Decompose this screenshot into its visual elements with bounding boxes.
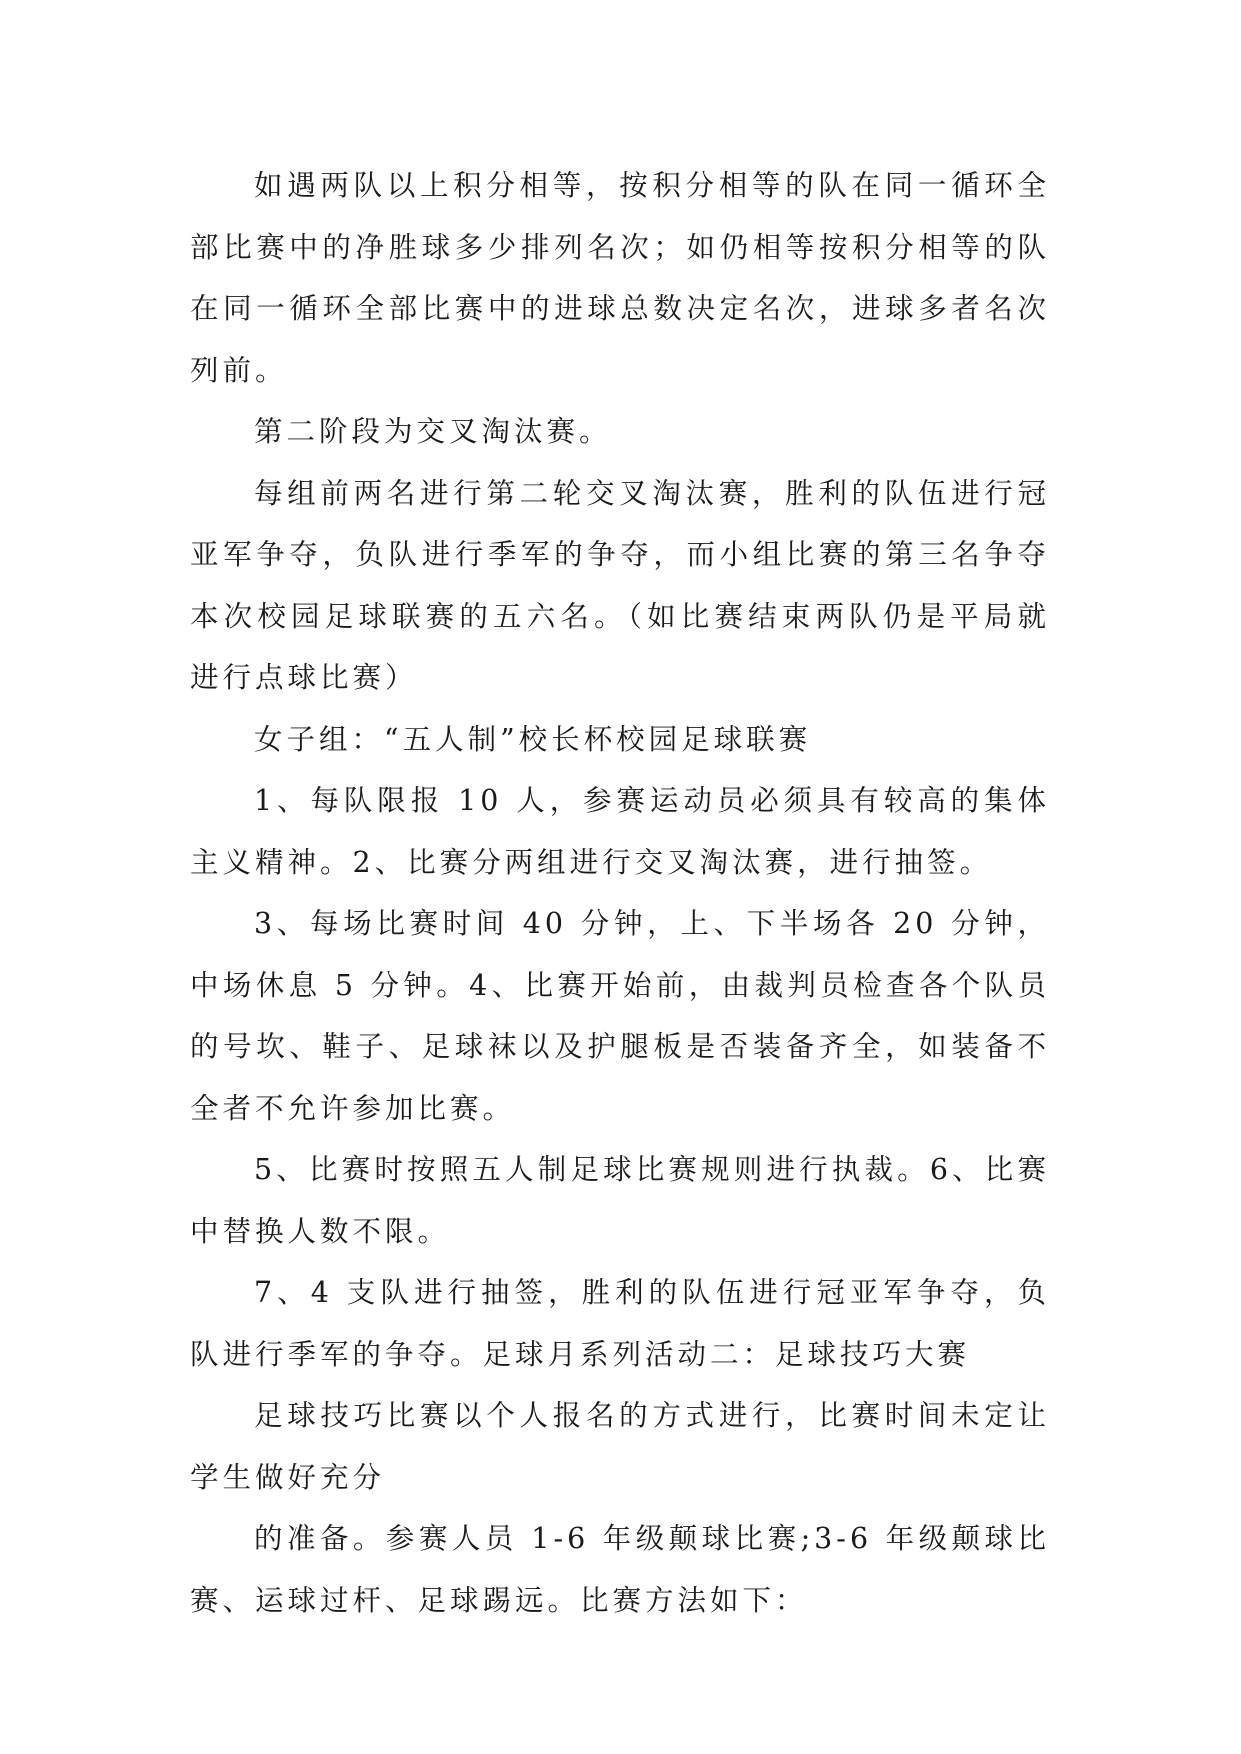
- paragraph-rule-3-4: 3、每场比赛时间 40 分钟，上、下半场各 20 分钟，中场休息 5 分钟。4、比赛开始前，由裁判员检查各个队员的号坎、鞋子、足球袜以及护腿板是否装备齐全，如装备不全者不允许参加比赛。: [190, 907, 1050, 1125]
- document-page: [190, 155, 1050, 1631]
- paragraph-tiebreak-rules: 如遇两队以上积分相等，按积分相等的队在同一循环全部比赛中的净胜球多少排列名次；如仍相等按积分相等的队在同一循环全部比赛中的进球总数决定名次，进球多者名次列前。: [190, 169, 1050, 387]
- paragraph-rule-7: 7、4 支队进行抽签，胜利的队伍进行冠亚军争夺，负队进行季军的争夺。足球月系列活动二：足球技巧大赛: [190, 1276, 1050, 1371]
- paragraph-womens-league-heading: 女子组：“五人制”校长杯校园足球联赛: [254, 722, 812, 756]
- paragraph-skills-contest-intro: 足球技巧比赛以个人报名的方式进行，比赛时间未定让学生做好充分: [190, 1399, 1050, 1494]
- paragraph-rule-5-6: 5、比赛时按照五人制足球比赛规则进行执裁。6、比赛中替换人数不限。: [190, 1153, 1050, 1248]
- paragraph-second-stage: 第二阶段为交叉淘汰赛。: [254, 415, 612, 448]
- paragraph-knockout-details: 每组前两名进行第二轮交叉淘汰赛，胜利的队伍进行冠亚军争夺，负队进行季军的争夺，而小组比赛的第三名争夺本次校园足球联赛的五六名。（如比赛结束两队仍是平局就进行点球比赛）: [190, 476, 1050, 694]
- paragraph-skills-contest-details: 的准备。参赛人员 1-6 年级颠球比赛;3-6 年级颠球比赛、运球过杆、足球踢远。比赛方法如下：: [190, 1522, 1050, 1617]
- paragraph-rule-1-2: 1、每队限报 10 人，参赛运动员必须具有较高的集体主义精神。2、比赛分两组进行交叉淘汰赛，进行抽签。: [190, 784, 1050, 879]
